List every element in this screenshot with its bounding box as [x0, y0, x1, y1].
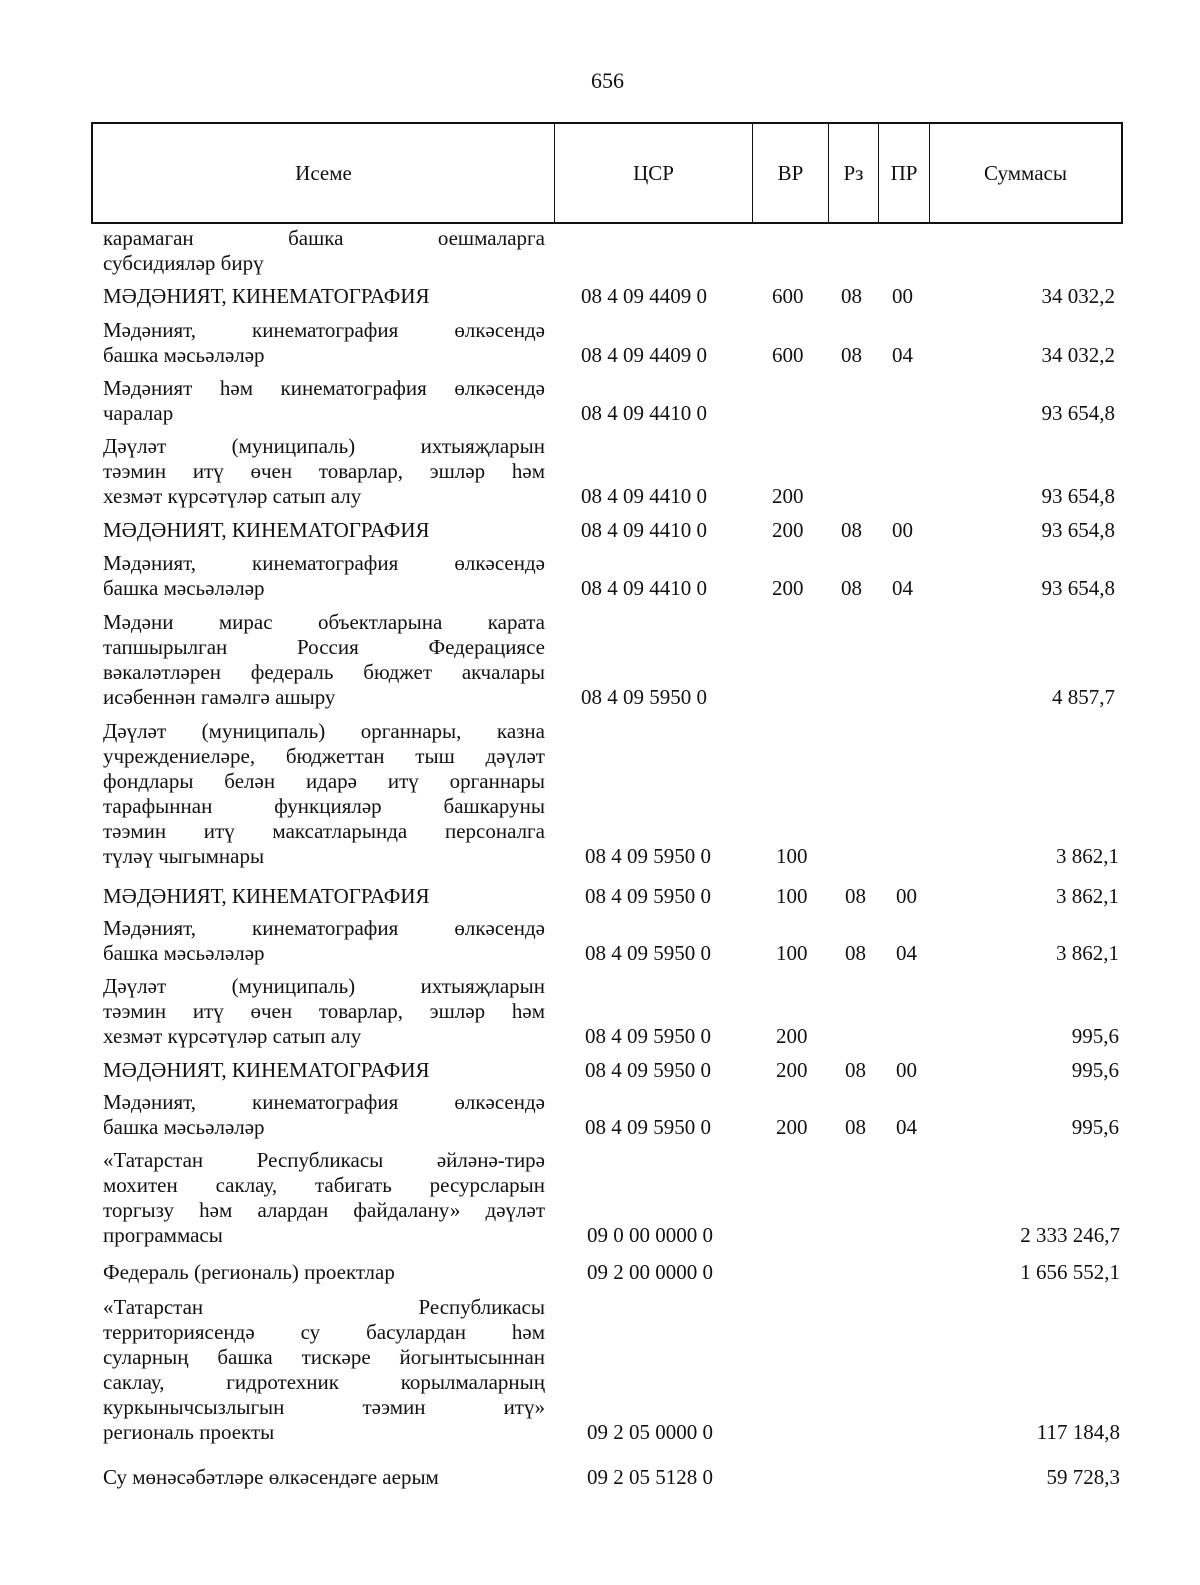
row-rz: 08	[841, 576, 862, 600]
table-header	[91, 122, 1123, 224]
column-header-vr: ВР	[753, 124, 829, 222]
column-header-csr: ЦСР	[555, 124, 753, 222]
row-name	[103, 284, 545, 309]
row-csr: 09 2 00 0000 0	[587, 1260, 713, 1284]
row-name	[103, 884, 545, 909]
row-name	[103, 1058, 545, 1083]
row-name-line: хезмәт күрсәтүләр сатып алу	[103, 484, 362, 508]
row-sum: 3 862,1	[1056, 884, 1119, 908]
table-row	[103, 226, 1123, 276]
row-pr: 00	[892, 518, 913, 542]
row-sum: 93 654,8	[1041, 484, 1115, 508]
row-sum: 3 862,1	[1056, 941, 1119, 965]
row-sum: 995,6	[1071, 1024, 1119, 1048]
table-row	[103, 610, 1123, 710]
table-row	[103, 916, 1123, 966]
row-name	[103, 1465, 545, 1490]
row-name-line: мохитен саклау, табигать ресурсларын	[103, 1173, 545, 1197]
row-vr: 100	[776, 941, 808, 965]
row-name-line: территориясендә су басулардан һәм	[103, 1320, 545, 1344]
row-name-line: МӘДӘНИЯТ, КИНЕМАТОГРАФИЯ	[103, 1058, 430, 1082]
row-sum: 93 654,8	[1041, 518, 1115, 542]
row-csr: 08 4 09 4409 0	[581, 343, 707, 367]
row-pr: 04	[892, 576, 913, 600]
row-vr: 600	[772, 343, 804, 367]
row-rz: 08	[845, 884, 866, 908]
row-name-line: Мәдәният, кинематография өлкәсендә	[103, 916, 545, 940]
row-name	[103, 551, 545, 601]
row-name	[103, 1295, 545, 1445]
row-sum: 93 654,8	[1041, 401, 1115, 425]
table-row	[103, 974, 1123, 1049]
row-csr: 08 4 09 4410 0	[581, 576, 707, 600]
row-name-line: субсидияләр бирү	[103, 251, 264, 275]
row-sum: 995,6	[1071, 1058, 1119, 1082]
row-pr: 00	[892, 284, 913, 308]
row-sum: 4 857,7	[1052, 685, 1115, 709]
column-header-name: Исеме	[93, 124, 555, 222]
column-header-sum: Суммасы	[984, 160, 1067, 185]
row-name	[103, 226, 545, 276]
row-rz: 08	[845, 1115, 866, 1139]
table-row	[103, 518, 1123, 543]
row-name-line: Мәдәни мирас объектларына карата	[103, 610, 545, 634]
row-name	[103, 1148, 545, 1248]
row-name-line: башка мәсьәләләр	[103, 941, 265, 965]
row-csr: 09 2 05 5128 0	[587, 1465, 713, 1489]
row-name-line: башка мәсьәләләр	[103, 576, 265, 600]
table-row	[103, 1148, 1123, 1248]
row-name-line: башка мәсьәләләр	[103, 1115, 265, 1139]
row-name-line: тарафыннан функцияләр башкаруны	[103, 794, 545, 818]
row-pr: 04	[892, 343, 913, 367]
row-csr: 08 4 09 5950 0	[585, 1058, 711, 1082]
row-csr: 09 0 00 0000 0	[587, 1223, 713, 1247]
row-name	[103, 376, 545, 426]
row-vr: 200	[776, 1115, 808, 1139]
table-row	[103, 884, 1123, 909]
column-header-pr: ПР	[879, 124, 930, 222]
row-name-line: Су мөнәсәбәтләре өлкәсендәге аерым	[103, 1465, 439, 1489]
row-name	[103, 719, 545, 869]
row-sum: 1 656 552,1	[1020, 1260, 1120, 1284]
row-rz: 08	[841, 343, 862, 367]
table-row	[103, 1295, 1123, 1445]
row-name-line: Дәүләт (муниципаль) органнары, казна	[103, 719, 545, 743]
row-name-line: торгызу һәм алардан файдалану» дәүләт	[103, 1198, 545, 1222]
row-rz: 08	[845, 1058, 866, 1082]
table-row	[103, 434, 1123, 509]
row-name-line: вәкаләтләрен федераль бюджет акчалары	[103, 660, 545, 684]
row-sum: 34 032,2	[1041, 343, 1115, 367]
row-pr: 00	[896, 1058, 917, 1082]
row-name-line: программасы	[103, 1223, 223, 1247]
row-csr: 08 4 09 5950 0	[581, 685, 707, 709]
row-vr: 200	[776, 1058, 808, 1082]
row-name-line: «Татарстан Республикасы әйләнә-тирә	[103, 1148, 545, 1172]
row-sum: 3 862,1	[1056, 844, 1119, 868]
row-name-line: суларның башка тискәре йогынтысыннан	[103, 1345, 545, 1369]
row-name-line: Мәдәният, кинематография өлкәсендә	[103, 1090, 545, 1114]
table-row	[103, 376, 1123, 426]
row-csr: 08 4 09 4410 0	[581, 484, 707, 508]
row-pr: 04	[896, 1115, 917, 1139]
row-name-line: тәэмин итү өчен товарлар, эшләр һәм	[103, 459, 545, 483]
row-name-line: МӘДӘНИЯТ, КИНЕМАТОГРАФИЯ	[103, 884, 430, 908]
row-csr: 08 4 09 5950 0	[585, 941, 711, 965]
row-sum: 93 654,8	[1041, 576, 1115, 600]
row-vr: 200	[772, 576, 804, 600]
row-name-line: куркынычсызлыгын тәэмин итү»	[103, 1395, 545, 1419]
row-name	[103, 1090, 545, 1140]
row-rz: 08	[841, 284, 862, 308]
row-name	[103, 610, 545, 710]
row-sum: 2 333 246,7	[1020, 1223, 1120, 1247]
row-name-line: МӘДӘНИЯТ, КИНЕМАТОГРАФИЯ	[103, 284, 430, 308]
row-name-line: фондлары белән идарә итү органнары	[103, 769, 545, 793]
row-name-line: тәэмин итү өчен товарлар, эшләр һәм	[103, 999, 545, 1023]
table-row	[103, 284, 1123, 309]
row-name	[103, 974, 545, 1049]
row-name-line: региональ проекты	[103, 1420, 275, 1444]
row-name-line: башка мәсьәләләр	[103, 343, 265, 367]
row-csr: 09 2 05 0000 0	[587, 1420, 713, 1444]
row-name-line: түләү чыгымнары	[103, 844, 265, 868]
row-csr: 08 4 09 5950 0	[585, 1115, 711, 1139]
table-row	[103, 1260, 1123, 1285]
row-name	[103, 916, 545, 966]
table-row	[103, 318, 1123, 368]
row-name-line: тапшырылган Россия Федерациясе	[103, 635, 545, 659]
row-name-line: учреждениеләре, бюджеттан тыш дәүләт	[103, 744, 545, 768]
row-csr: 08 4 09 5950 0	[585, 884, 711, 908]
row-csr: 08 4 09 5950 0	[585, 844, 711, 868]
row-name-line: Федераль (региональ) проектлар	[103, 1260, 395, 1284]
row-name-line: МӘДӘНИЯТ, КИНЕМАТОГРАФИЯ	[103, 518, 430, 542]
row-name-line: «Татарстан Республикасы	[103, 1295, 545, 1319]
row-name-line: саклау, гидротехник корылмаларның	[103, 1370, 545, 1394]
row-csr: 08 4 09 5950 0	[585, 1024, 711, 1048]
row-name-line: карамаган башка оешмаларга	[103, 226, 545, 250]
row-name-line: Дәүләт (муниципаль) ихтыяҗларын	[103, 434, 545, 458]
row-sum: 995,6	[1071, 1115, 1119, 1139]
row-name-line: Мәдәният, кинематография өлкәсендә	[103, 551, 545, 575]
row-name	[103, 518, 545, 543]
row-name-line: чаралар	[103, 401, 174, 425]
row-vr: 200	[776, 1024, 808, 1048]
table-row	[103, 719, 1123, 869]
table-row	[103, 1090, 1123, 1140]
row-sum: 59 728,3	[1046, 1465, 1120, 1489]
row-name	[103, 434, 545, 509]
row-vr: 100	[776, 844, 808, 868]
row-csr: 08 4 09 4410 0	[581, 518, 707, 542]
row-vr: 100	[776, 884, 808, 908]
table-row	[103, 1058, 1123, 1083]
row-name-line: тәэмин итү максатларында персоналга	[103, 819, 545, 843]
table-row	[103, 1465, 1123, 1490]
row-name-line: хезмәт күрсәтүләр сатып алу	[103, 1024, 362, 1048]
row-vr: 600	[772, 284, 804, 308]
row-name-line: Мәдәният һәм кинематография өлкәсендә	[103, 376, 545, 400]
row-csr: 08 4 09 4409 0	[581, 284, 707, 308]
row-name-line: Дәүләт (муниципаль) ихтыяҗларын	[103, 974, 545, 998]
row-name	[103, 1260, 545, 1285]
row-sum: 117 184,8	[1036, 1420, 1120, 1444]
row-name	[103, 318, 545, 368]
row-pr: 00	[896, 884, 917, 908]
row-vr: 200	[772, 518, 804, 542]
row-csr: 08 4 09 4410 0	[581, 401, 707, 425]
row-rz: 08	[841, 518, 862, 542]
table-row	[103, 551, 1123, 601]
row-name-line: исәбеннән гамәлгә ашыру	[103, 685, 336, 709]
row-pr: 04	[896, 941, 917, 965]
page-number: 656	[591, 68, 624, 93]
row-vr: 200	[772, 484, 804, 508]
row-rz: 08	[845, 941, 866, 965]
column-header-rz: Рз	[829, 124, 879, 222]
row-name-line: Мәдәният, кинематография өлкәсендә	[103, 318, 545, 342]
row-sum: 34 032,2	[1041, 284, 1115, 308]
